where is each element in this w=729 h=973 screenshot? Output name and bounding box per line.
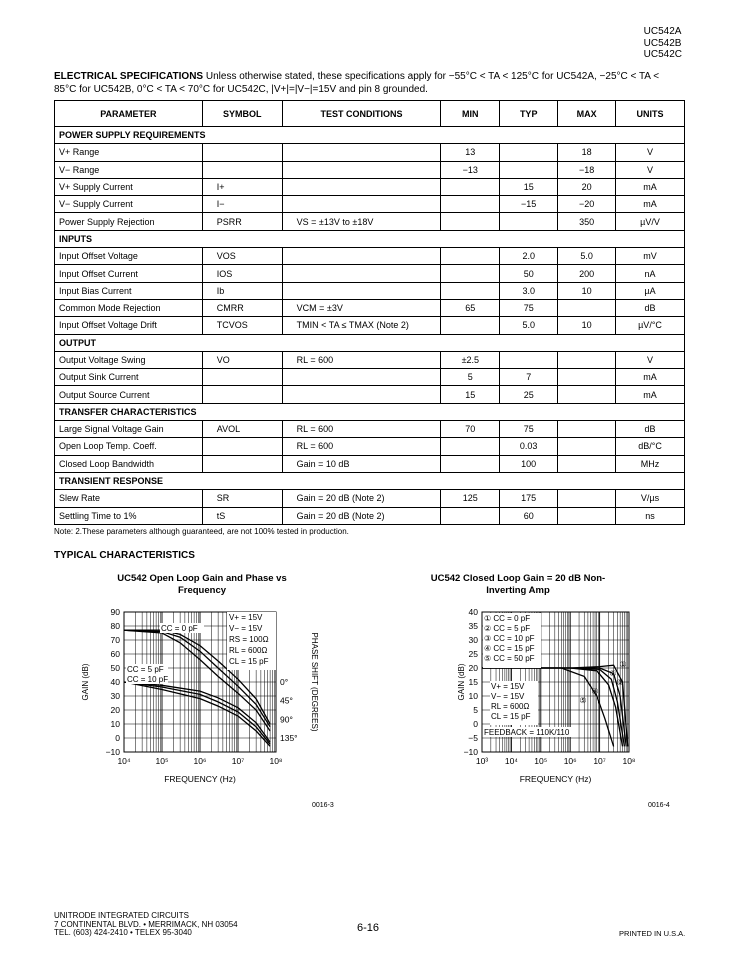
cell-max: [558, 386, 616, 403]
cell-typ: 2.0: [500, 248, 558, 265]
y-tick-label: 20: [468, 663, 478, 673]
cell-max: 200: [558, 265, 616, 282]
cell-param: Power Supply Rejection: [55, 213, 203, 230]
section-row: [55, 472, 685, 489]
condition-label: RL = 600Ω: [229, 646, 268, 655]
phase-tick-label: 90°: [280, 714, 293, 725]
cell-param: V− Supply Current: [55, 196, 203, 213]
cell-cond: Gain = 10 dB: [282, 455, 441, 472]
col-header: SYMBOL: [202, 101, 282, 127]
note: Note: 2.These parameters although guaranteed, are not 100% tested in production.: [54, 527, 349, 536]
x-tick-label: 10⁶: [193, 756, 207, 766]
y-tick-label: 10: [468, 691, 478, 701]
cell-max: 18: [558, 144, 616, 161]
cell-param: Large Signal Voltage Gain: [55, 421, 203, 438]
cell-param: V− Range: [55, 161, 203, 178]
legend-item: ③ CC = 10 pF: [484, 634, 535, 643]
cell-cond: [282, 282, 441, 299]
cell-cond: Gain = 20 dB (Note 2): [282, 490, 441, 507]
feedback-label: FEEDBACK = 110K/110: [484, 728, 570, 737]
cell-min: 13: [441, 144, 500, 161]
table-row: [55, 213, 685, 230]
col-header: MAX: [558, 101, 616, 127]
cell-max: [558, 351, 616, 368]
cell-min: 65: [441, 299, 500, 316]
cell-param: Common Mode Rejection: [55, 299, 203, 316]
spec-conditions: Unless otherwise stated, these specifications apply for −55°C < TA < 125°C for UC542A, −25°C < TA < 85°C for UC542B, 0°C < TA < 70°C for UC542C, |V+|=|V−|=15V and pin 8 grounded.: [54, 71, 660, 95]
cell-sym: VOS: [202, 248, 282, 265]
cell-sym: [202, 438, 282, 455]
cell-min: [441, 455, 500, 472]
typical-title: TYPICAL CHARACTERISTICS: [54, 550, 195, 561]
condition-label: CL = 15 pF: [491, 712, 531, 721]
footer-line: UNITRODE INTEGRATED CIRCUITS: [54, 911, 189, 920]
y-tick-label: 0: [473, 719, 478, 729]
cell-param: Slew Rate: [55, 490, 203, 507]
cell-units: mV: [616, 248, 685, 265]
cell-max: [558, 507, 616, 524]
table-row: [55, 178, 685, 195]
y-tick-label: 5: [473, 705, 478, 715]
cell-max: 10: [558, 282, 616, 299]
y-tick-label: 60: [110, 649, 120, 659]
cell-param: Input Offset Voltage: [55, 248, 203, 265]
cell-sym: [202, 386, 282, 403]
table-row: [55, 299, 685, 316]
condition-label: V+ = 15V: [229, 613, 263, 622]
cell-typ: −15: [500, 196, 558, 213]
cell-max: [558, 421, 616, 438]
phase-axis-label: PHASE SHIFT (DEGREES): [310, 632, 319, 732]
col-header: MIN: [441, 101, 500, 127]
x-tick-label: 10⁶: [563, 756, 577, 766]
table-row: [55, 369, 685, 386]
section-row: [55, 127, 685, 144]
cell-typ: 50: [500, 265, 558, 282]
cell-units: µV/°C: [616, 317, 685, 334]
section-title: POWER SUPPLY REQUIREMENTS: [55, 127, 685, 144]
legend-item: ⑤ CC = 50 pF: [484, 654, 535, 663]
cell-max: [558, 299, 616, 316]
y-tick-label: 90: [110, 607, 120, 617]
section-title: TRANSFER CHARACTERISTICS: [55, 403, 685, 420]
footer-company: [54, 912, 238, 938]
y-tick-label: −5: [468, 733, 478, 743]
curve-marker: ③: [616, 678, 624, 687]
cell-cond: [282, 369, 441, 386]
figure-id: 0016-4: [648, 802, 670, 809]
x-axis-label: FREQUENCY (Hz): [519, 774, 592, 784]
x-tick-label: 10⁵: [155, 756, 169, 766]
cell-param: Closed Loop Bandwidth: [55, 455, 203, 472]
cell-typ: [500, 213, 558, 230]
y-tick-label: 70: [110, 635, 120, 645]
table-row: [55, 455, 685, 472]
curve-marker: ④: [591, 687, 599, 696]
cell-min: [441, 248, 500, 265]
cell-units: V: [616, 161, 685, 178]
cell-typ: 60: [500, 507, 558, 524]
cell-sym: Ib: [202, 282, 282, 299]
table-row: [55, 196, 685, 213]
table-row: [55, 421, 685, 438]
cell-max: [558, 369, 616, 386]
legend-item: ④ CC = 15 pF: [484, 644, 535, 653]
cell-sym: I−: [202, 196, 282, 213]
cell-param: Input Offset Current: [55, 265, 203, 282]
x-tick-label: 10⁴: [504, 756, 518, 766]
cell-cond: Gain = 20 dB (Note 2): [282, 507, 441, 524]
cell-cond: RL = 600: [282, 351, 441, 368]
cell-sym: PSRR: [202, 213, 282, 230]
y-axis-label: GAIN (dB): [81, 663, 90, 701]
x-tick-label: 10⁵: [534, 756, 548, 766]
table-row: [55, 282, 685, 299]
cell-cond: RL = 600: [282, 421, 441, 438]
x-tick-label: 10⁷: [231, 756, 245, 766]
cell-units: mA: [616, 386, 685, 403]
cell-min: ±2.5: [441, 351, 500, 368]
cell-typ: 25: [500, 386, 558, 403]
cell-min: [441, 317, 500, 334]
table-row: [55, 317, 685, 334]
cell-sym: CMRR: [202, 299, 282, 316]
cell-units: dB: [616, 421, 685, 438]
condition-label: V− = 15V: [491, 692, 525, 701]
cell-typ: 175: [500, 490, 558, 507]
table-row: [55, 248, 685, 265]
cell-cond: [282, 178, 441, 195]
y-tick-label: 30: [110, 691, 120, 701]
cell-sym: [202, 144, 282, 161]
cell-typ: 0.03: [500, 438, 558, 455]
series-line: [124, 682, 270, 746]
cell-param: V+ Supply Current: [55, 178, 203, 195]
curve-marker: ②: [609, 669, 617, 678]
cell-min: [441, 507, 500, 524]
section-row: [55, 403, 685, 420]
phase-tick-label: 0°: [280, 677, 289, 687]
phase-tick-label: 45°: [280, 695, 293, 706]
spec-header: [54, 70, 684, 96]
cell-units: MHz: [616, 455, 685, 472]
x-tick-label: 10³: [475, 756, 489, 766]
cell-cond: [282, 265, 441, 282]
section-title: TRANSIENT RESPONSE: [55, 472, 685, 489]
cell-max: [558, 438, 616, 455]
col-header: TEST CONDITIONS: [282, 101, 441, 127]
col-header: TYP: [500, 101, 558, 127]
cell-units: µA: [616, 282, 685, 299]
curve-label: CC = 0 pF: [161, 624, 198, 633]
cell-param: Output Voltage Swing: [55, 351, 203, 368]
col-header: PARAMETER: [55, 101, 203, 127]
cell-param: Settling Time to 1%: [55, 507, 203, 524]
cell-cond: TMIN < TA ≤ TMAX (Note 2): [282, 317, 441, 334]
cell-max: [558, 490, 616, 507]
cell-cond: [282, 144, 441, 161]
cell-sym: VO: [202, 351, 282, 368]
cell-units: ns: [616, 507, 685, 524]
cell-max: [558, 455, 616, 472]
cell-sym: [202, 161, 282, 178]
phase-tick-label: 135°: [280, 733, 298, 743]
legend-item: ② CC = 5 pF: [484, 624, 531, 633]
y-tick-label: −10: [463, 747, 478, 757]
cell-typ: 75: [500, 299, 558, 316]
y-tick-label: 15: [468, 677, 478, 687]
curve-label: CC = 10 pF: [127, 675, 169, 684]
curve-marker: ①: [619, 660, 627, 669]
cell-typ: 5.0: [500, 317, 558, 334]
cell-units: µV/V: [616, 213, 685, 230]
table-row: [55, 490, 685, 507]
cell-sym: [202, 369, 282, 386]
y-axis-label: GAIN (dB): [457, 663, 466, 701]
table-row: [55, 161, 685, 178]
cell-cond: VCM = ±3V: [282, 299, 441, 316]
cell-units: mA: [616, 196, 685, 213]
cell-typ: 7: [500, 369, 558, 386]
table-row: [55, 438, 685, 455]
cell-units: nA: [616, 265, 685, 282]
cell-max: 5.0: [558, 248, 616, 265]
cell-cond: [282, 196, 441, 213]
cell-typ: 3.0: [500, 282, 558, 299]
cell-units: mA: [616, 178, 685, 195]
table-row: [55, 386, 685, 403]
cell-sym: TCVOS: [202, 317, 282, 334]
cell-max: −20: [558, 196, 616, 213]
cell-sym: AVOL: [202, 421, 282, 438]
section-row: [55, 230, 685, 247]
table-header-row: [55, 101, 685, 127]
y-tick-label: 35: [468, 621, 478, 631]
section-row: [55, 334, 685, 351]
cell-min: 5: [441, 369, 500, 386]
spec-table: [54, 100, 685, 525]
y-tick-label: 50: [110, 663, 120, 673]
cell-units: V: [616, 144, 685, 161]
cell-min: 70: [441, 421, 500, 438]
closed-loop-gain-chart: [456, 602, 656, 802]
cell-param: Input Bias Current: [55, 282, 203, 299]
condition-label: RS = 100Ω: [229, 635, 269, 644]
cell-cond: RL = 600: [282, 438, 441, 455]
y-tick-label: −10: [105, 747, 120, 757]
y-tick-label: 80: [110, 621, 120, 631]
cell-max: −18: [558, 161, 616, 178]
cell-cond: [282, 248, 441, 265]
x-tick-label: 10⁸: [622, 756, 636, 766]
section-title: OUTPUT: [55, 334, 685, 351]
footer-line: TEL. (603) 424-2410 • TELEX 95-3040: [54, 928, 192, 937]
cell-min: 125: [441, 490, 500, 507]
series-line: [124, 682, 270, 744]
x-tick-label: 10⁴: [117, 756, 131, 766]
y-tick-label: 30: [468, 635, 478, 645]
cell-max: 20: [558, 178, 616, 195]
cell-cond: [282, 161, 441, 178]
figure-id: 0016-3: [312, 802, 334, 809]
x-tick-label: 10⁷: [593, 756, 606, 766]
cell-param: Output Sink Current: [55, 369, 203, 386]
cell-sym: I+: [202, 178, 282, 195]
cell-units: V: [616, 351, 685, 368]
cell-param: Output Source Current: [55, 386, 203, 403]
table-row: [55, 507, 685, 524]
cell-min: [441, 178, 500, 195]
cell-param: V+ Range: [55, 144, 203, 161]
part-number: UC542B: [643, 37, 682, 49]
y-tick-label: 25: [468, 649, 478, 659]
cell-cond: VS = ±13V to ±18V: [282, 213, 441, 230]
footer-line: 7 CONTINENTAL BLVD. • MERRIMACK, NH 03054: [54, 919, 238, 929]
cell-typ: [500, 144, 558, 161]
cell-units: dB/°C: [616, 438, 685, 455]
cell-units: dB: [616, 299, 685, 316]
cell-min: [441, 438, 500, 455]
part-number-list: [644, 26, 682, 61]
col-header: UNITS: [616, 101, 685, 127]
cell-min: [441, 265, 500, 282]
cell-units: mA: [616, 369, 685, 386]
cell-cond: [282, 386, 441, 403]
cell-typ: [500, 161, 558, 178]
table-row: [55, 265, 685, 282]
x-axis-label: FREQUENCY (Hz): [164, 774, 236, 784]
condition-label: CL = 15 pF: [229, 657, 269, 666]
cell-min: [441, 213, 500, 230]
table-row: [55, 144, 685, 161]
legend-item: ① CC = 0 pF: [484, 614, 531, 623]
cell-max: 10: [558, 317, 616, 334]
cell-param: Open Loop Temp. Coeff.: [55, 438, 203, 455]
cell-sym: tS: [202, 507, 282, 524]
y-tick-label: 20: [110, 705, 120, 715]
cell-min: [441, 282, 500, 299]
chart2-title: UC542 Closed Loop Gain = 20 dB Non-Inverting Amp: [430, 573, 606, 596]
condition-label: V+ = 15V: [491, 682, 525, 691]
cell-units: V/µs: [616, 490, 685, 507]
printed-in: PRINTED IN U.S.A.: [619, 929, 686, 938]
page-number: 6-16: [357, 922, 380, 934]
table-row: [55, 351, 685, 368]
cell-min: 15: [441, 386, 500, 403]
curve-marker: ⑤: [579, 696, 587, 705]
curve-label: CC = 5 pF: [127, 665, 164, 674]
part-number: UC542C: [643, 49, 682, 60]
condition-label: V− = 15V: [229, 624, 263, 633]
open-loop-gain-chart: [80, 602, 330, 802]
spec-title: ELECTRICAL SPECIFICATIONS: [54, 71, 204, 82]
cell-typ: [500, 351, 558, 368]
condition-label: RL = 600Ω: [491, 702, 530, 711]
cell-typ: 15: [500, 178, 558, 195]
chart1-title: UC542 Open Loop Gain and Phase vs Frequency: [117, 573, 287, 596]
cell-typ: 75: [500, 421, 558, 438]
cell-sym: IOS: [202, 265, 282, 282]
cell-sym: [202, 455, 282, 472]
cell-param: Input Offset Voltage Drift: [55, 317, 203, 334]
y-tick-label: 0: [115, 733, 120, 743]
y-tick-label: 40: [468, 607, 478, 617]
cell-sym: SR: [202, 490, 282, 507]
section-title: INPUTS: [55, 230, 685, 247]
cell-min: [441, 196, 500, 213]
part-number: UC542A: [643, 26, 682, 37]
y-tick-label: 10: [110, 719, 120, 729]
y-tick-label: 40: [110, 677, 120, 687]
cell-min: −13: [441, 161, 500, 178]
cell-typ: 100: [500, 455, 558, 472]
cell-max: 350: [558, 213, 616, 230]
x-tick-label: 10⁸: [269, 756, 283, 766]
